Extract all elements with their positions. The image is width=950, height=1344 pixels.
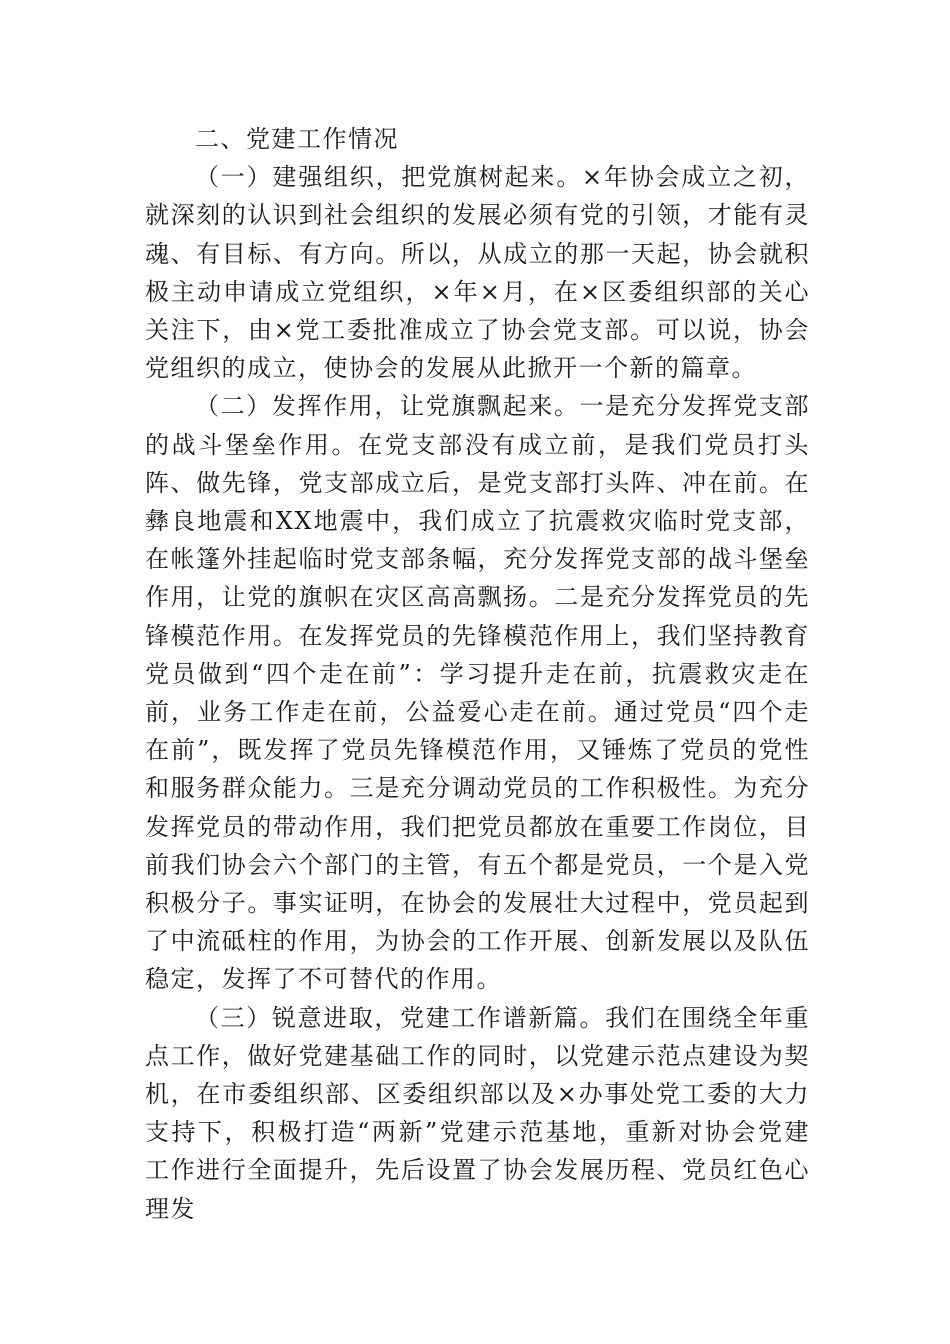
- paragraph-organization: （一）建强组织，把党旗树起来。×年协会成立之初，就深刻的认识到社会组织的发展必须有党的引领，才能有灵魂、有目标、有方向。所以，从成立的那一天起，协会就积极主动申请成立党组织，×年×月，在×区委组织部的关心关注下，由×党工委批准成立了协会党支部。可以说，协会党组织的成立，使协会的发展从此掀开一个新的篇章。: [145, 163, 810, 383]
- document-body: [145, 120, 810, 1228]
- paragraph-role: （二）发挥作用，让党旗飘起来。一是充分发挥党支部的战斗堡垒作用。在党支部没有成立前，是我们党员打头阵、做先锋，党支部成立后，是党支部打头阵、冲在前。在彝良地震和XX地震中，我们成立了抗震救灾临时党支部，在帐篷外挂起临时党支部条幅，充分发挥党支部的战斗堡垒作用，让党的旗帜在灾区高高飘扬。二是充分发挥党员的先锋模范作用。在发挥党员的先锋模范作用上，我们坚持教育党员做到“四个走在前”：学习提升走在前，抗震救灾走在前，业务工作走在前，公益爱心走在前。通过党员“四个走在前”，既发挥了党员先锋模范作用，又锤炼了党员的党性和服务群众能力。三是充分调动党员的工作积极性。为充分发挥党员的带动作用，我们把党员都放在重要工作岗位，目前我们协会六个部门的主管，有五个都是党员，一个是入党积极分子。事实证明，在协会的发展壮大过程中，党员起到了中流砥柱的作用，为协会的工作开展、创新发展以及队伍稳定，发挥了不可替代的作用。: [145, 392, 810, 994]
- paragraph-progress: （三）锐意进取，党建工作谱新篇。我们在围绕全年重点工作，做好党建基础工作的同时，以党建示范点建设为契机，在市委组织部、区委组织部以及×办事处党工委的大力支持下，积极打造“两新”党建示范基地，重新对协会党建工作进行全面提升，先后设置了协会发展历程、党员红色心理发: [145, 1003, 810, 1223]
- section-heading: 二、党建工作情况: [195, 125, 399, 153]
